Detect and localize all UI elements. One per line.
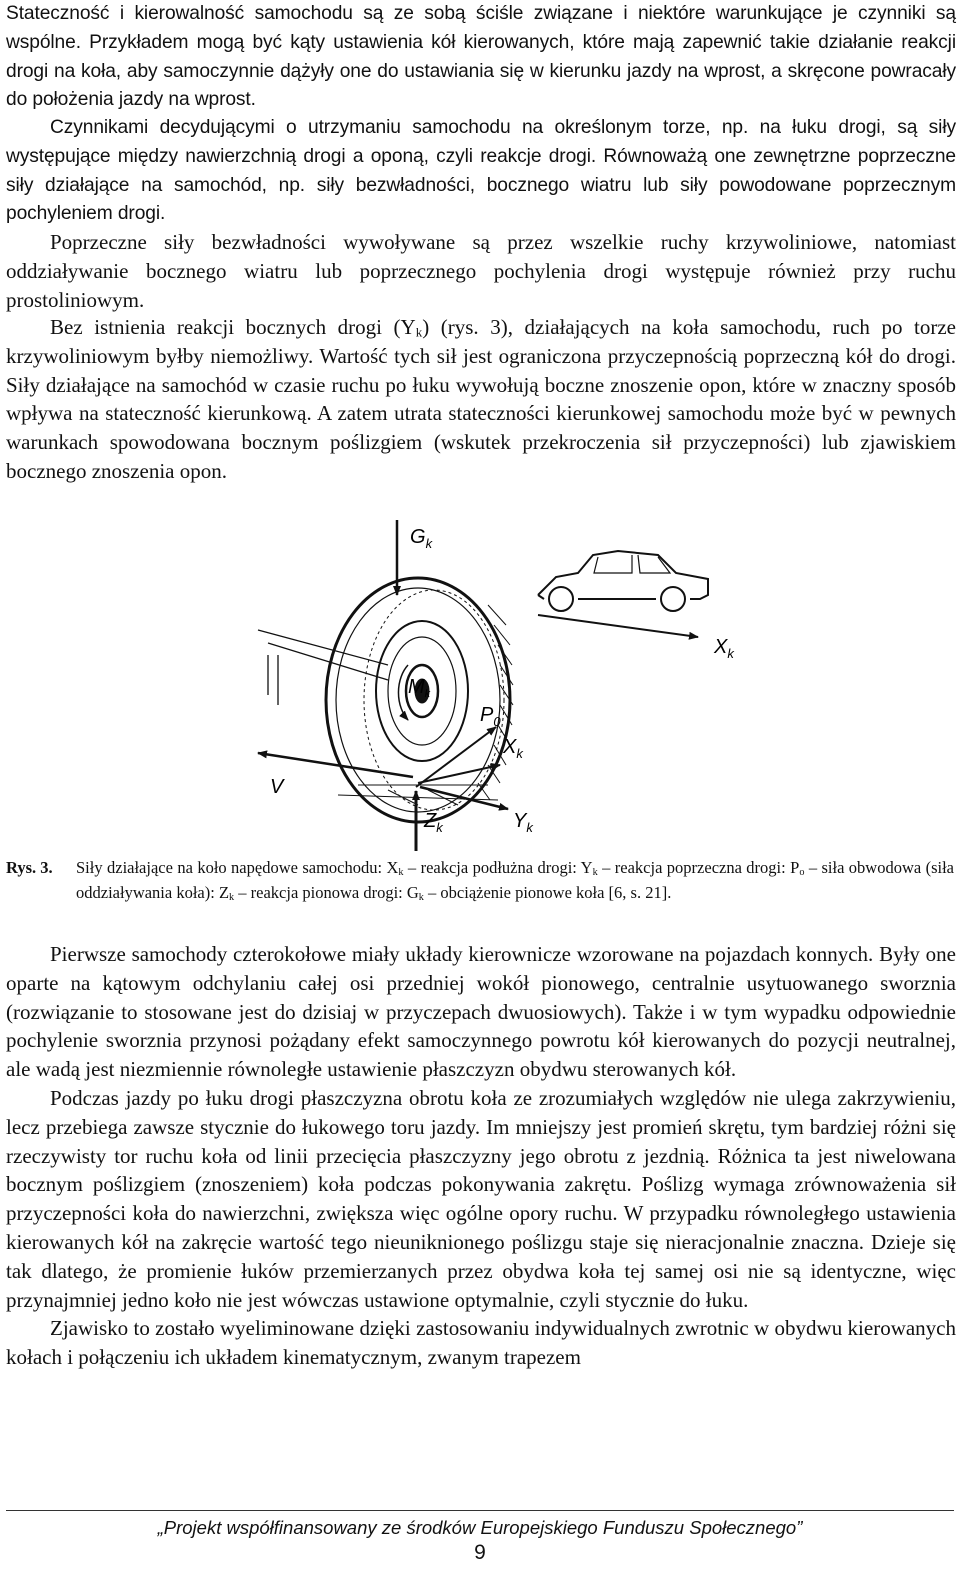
- paragraph: Podczas jazdy po łuku drogi płaszczyzna obrotu koła ze zrozumiałych względów nie ulega zakrzywieniu, lecz przebiega zawsze stycznie do łukowego toru jazdy. Im mniejszy jest promień skrętu, tym bardziej różni się rzeczywisty tor ruchu koła od linii przecięcia płaszczyzny jego obrotu z jezdnią. Różnica ta jest niwelowana bocznym poślizgiem (znoszeniem) koła podczas pokonywania zakrętu. Poślizg wymaga zrównoważenia sił przyczepności koła do nawierzchni, zwiększa więc ogólne opory ruchu. W przypadku równoległego ustawienia kierowanych kół na zakręcie wartość tego nieuniknionego poślizgu staje się nieracjonalnie znaczna. Dzieje się tak dlatego, że promienie łuków przemierzanych przez obydwa koła tej samej osi nie są identyczne, więc przynajmniej jedno koło nie jest wówczas ustawione optymalnie, czyli stycznie do łuku.: [6, 1085, 956, 1312]
- xk-car-label: $X_k$: [714, 636, 734, 661]
- xk-car-arrow: [538, 615, 698, 637]
- axle-lines: [258, 630, 388, 705]
- po-label: $P_0$: [480, 704, 501, 729]
- v-label: V: [270, 776, 284, 798]
- car-silhouette: [538, 551, 708, 611]
- text-block-3: [6, 228, 956, 314]
- mk-label: $M_k$: [408, 676, 431, 700]
- po-arrow: [416, 727, 496, 787]
- text-block-1: [6, 0, 956, 115]
- paragraph: Pierwsze samochody czterokołowe miały układy kierownicze wzorowane na pojazdach konnych. Były one oparte na kątowym odchylaniu całej osi przedniej wokół pionowego, centralnie usytuowanego sworznia (rozwiązanie to stosowane jest do dzisiaj w przyczepach dwuosiowych). Także i w tym wypadku odpowiednie pochylenie sworznia przynosi pożądany efekt samoczynnego powrotu kół kierowanych do pozycji neutralnej, ale wadą jest niezmiennie równoległe ustawienie płaszczyzn obydwu sterowanych kół.: [6, 942, 956, 1082]
- gk-label: $G_k$: [410, 526, 433, 551]
- text-block-4: [6, 313, 956, 486]
- paragraph: Poprzeczne siły bezwładności wywoływane są przez wszelkie ruchy krzywoliniowe, natomiast oddziaływanie bocznego wiatru lub poprzecznego pochylenia drogi występuje również przy ruchu prostoliniowym.: [6, 230, 956, 312]
- paragraph: Czynnikami decydującymi o utrzymaniu samochodu na określonym torze, np. na łuku drogi, są siły występujące między nawierzchnią drogi a oponą, czyli reakcje drogi. Równoważą one zewnętrzne poprzeczne siły działające na samochód, np. siły bezwładności, bocznego wiatru lub siły powodowane poprzecznym pochyleniem drogi.: [6, 117, 956, 225]
- paragraph-text: ) (rys. 3), działających na koła samochodu, ruch po torze krzywoliniowym byłby niemożliwy. Wartość tych sił jest ograniczona przyczepnością poprzeczną kół do drogi. Siły działające na samochód w czasie ruchu po łuku wywołują boczne znoszenie opon, które w znaczny sposób wpływa na stateczność kierunkową. A zatem utrata stateczności kierunkowej samochodu może być w pewnych warunkach spowodowana bocznym poślizgiem (wskutek przekroczenia sił przyczepności) lub zjawiskiem bocznego znoszenia opon.: [6, 315, 956, 483]
- subscript: k: [415, 324, 423, 340]
- page-number: 9: [474, 1541, 486, 1564]
- footer-text: „Projekt współfinansowany ze środków Europejskiego Funduszu Społecznego”: [157, 1517, 803, 1538]
- caption-text: Siły działające na koło napędowe samochodu: $X_k$ – reakcja podłużna drogi: $Y_k$ – reakcja poprzeczna drogi: $P_o$ – siła obwodowa (siła oddziaływania koła): $Z_k$ – reakcja pionowa drogi: $G_k$ – obciążenie pionowe koła [6, s. 21].: [76, 858, 955, 904]
- figure-caption: [6, 855, 954, 905]
- paragraph: [6, 313, 956, 486]
- paragraph-text: Bez istnienia reakcji bocznych drogi (Y: [50, 315, 416, 339]
- text-block-2: [6, 114, 956, 229]
- footer-divider: [6, 1510, 954, 1511]
- text-block-5: [6, 940, 956, 1372]
- paragraph: Zjawisko to zostało wyeliminowane dzięki zastosowaniu indywidualnych zwrotnic w obydwu kierowanych kołach i połączeniu ich układem kinematycznym, zwanym trapezem: [6, 1316, 956, 1370]
- wheel-forces-figure: [238, 515, 960, 855]
- zk-label: $Z_k$: [424, 810, 443, 835]
- xk-label: $X_k$: [503, 736, 523, 761]
- paragraph: Stateczność i kierowalność samochodu są ze sobą ściśle związane i niektóre warunkujące je czynniki są wspólne. Przykładem mogą być kąty ustawienia kół kierowanych, które mają zapewnić takie działanie reakcji drogi na koła, aby samoczynnie dążyły one do ustawiania się w kierunku jazdy na wprost, a skręcone powracały do położenia jazdy na wprost.: [6, 3, 956, 111]
- caption-label: Rys. 3.: [6, 858, 53, 877]
- yk-label: $Y_k$: [513, 810, 533, 835]
